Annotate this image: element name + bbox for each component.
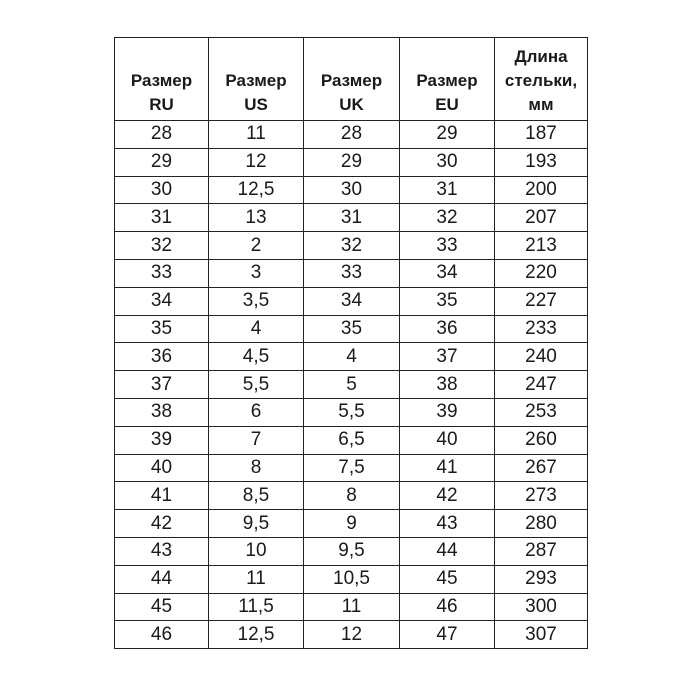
size-chart-table (114, 37, 588, 649)
cell-size-uk: 8 (304, 482, 400, 510)
table-row (115, 454, 588, 482)
cell-insole-length: 267 (495, 454, 588, 482)
cell-size-us: 6 (209, 398, 304, 426)
header-label-line: мм (528, 95, 554, 114)
cell-size-us: 3,5 (209, 287, 304, 315)
cell-size-uk: 4 (304, 343, 400, 371)
cell-insole-length: 260 (495, 426, 588, 454)
header-size-uk (304, 38, 400, 121)
cell-insole-length: 193 (495, 148, 588, 176)
cell-size-eu: 38 (400, 371, 495, 399)
header-label-line: US (244, 95, 268, 114)
cell-size-ru: 29 (115, 148, 209, 176)
header-label-line: Размер (225, 71, 287, 90)
cell-size-us: 12 (209, 148, 304, 176)
cell-size-eu: 31 (400, 176, 495, 204)
cell-size-eu: 29 (400, 121, 495, 149)
table-header (115, 38, 588, 121)
cell-size-us: 5,5 (209, 371, 304, 399)
header-row (115, 38, 588, 121)
cell-size-ru: 33 (115, 259, 209, 287)
cell-size-uk: 7,5 (304, 454, 400, 482)
cell-insole-length: 253 (495, 398, 588, 426)
table-row (115, 287, 588, 315)
cell-size-ru: 35 (115, 315, 209, 343)
cell-size-ru: 38 (115, 398, 209, 426)
cell-insole-length: 247 (495, 371, 588, 399)
cell-size-uk: 10,5 (304, 565, 400, 593)
table-row (115, 315, 588, 343)
cell-size-us: 2 (209, 232, 304, 260)
cell-size-ru: 37 (115, 371, 209, 399)
cell-size-ru: 42 (115, 510, 209, 538)
cell-size-uk: 5,5 (304, 398, 400, 426)
cell-size-eu: 41 (400, 454, 495, 482)
table-row (115, 121, 588, 149)
header-size-eu (400, 38, 495, 121)
table-row (115, 593, 588, 621)
cell-size-ru: 39 (115, 426, 209, 454)
cell-insole-length: 293 (495, 565, 588, 593)
cell-size-us: 9,5 (209, 510, 304, 538)
cell-size-us: 11,5 (209, 593, 304, 621)
cell-size-us: 10 (209, 537, 304, 565)
cell-insole-length: 300 (495, 593, 588, 621)
cell-size-eu: 44 (400, 537, 495, 565)
cell-size-uk: 12 (304, 621, 400, 649)
cell-insole-length: 233 (495, 315, 588, 343)
cell-size-uk: 33 (304, 259, 400, 287)
cell-size-eu: 33 (400, 232, 495, 260)
cell-size-ru: 28 (115, 121, 209, 149)
header-label-line: Размер (130, 71, 193, 90)
cell-size-us: 7 (209, 426, 304, 454)
table-row (115, 343, 588, 371)
cell-size-uk: 31 (304, 204, 400, 232)
cell-size-uk: 9,5 (304, 537, 400, 565)
cell-insole-length: 187 (495, 121, 588, 149)
cell-insole-length: 213 (495, 232, 588, 260)
cell-size-uk: 35 (304, 315, 400, 343)
cell-insole-length: 227 (495, 287, 588, 315)
cell-insole-length: 207 (495, 204, 588, 232)
cell-size-ru: 30 (115, 176, 209, 204)
cell-size-us: 11 (209, 565, 304, 593)
table-row (115, 565, 588, 593)
cell-insole-length: 200 (495, 176, 588, 204)
table-row (115, 259, 588, 287)
cell-size-us: 4,5 (209, 343, 304, 371)
cell-size-ru: 31 (115, 204, 209, 232)
cell-size-uk: 5 (304, 371, 400, 399)
cell-size-us: 12,5 (209, 621, 304, 649)
cell-size-uk: 32 (304, 232, 400, 260)
cell-size-ru: 34 (115, 287, 209, 315)
cell-size-uk: 30 (304, 176, 400, 204)
cell-insole-length: 273 (495, 482, 588, 510)
cell-size-us: 4 (209, 315, 304, 343)
cell-size-ru: 41 (115, 482, 209, 510)
cell-size-ru: 32 (115, 232, 209, 260)
cell-size-ru: 43 (115, 537, 209, 565)
cell-size-eu: 30 (400, 148, 495, 176)
cell-size-us: 11 (209, 121, 304, 149)
cell-size-us: 3 (209, 259, 304, 287)
table-row (115, 398, 588, 426)
cell-size-us: 12,5 (209, 176, 304, 204)
cell-size-ru: 45 (115, 593, 209, 621)
cell-size-eu: 32 (400, 204, 495, 232)
cell-size-uk: 11 (304, 593, 400, 621)
table-row (115, 148, 588, 176)
header-label-line: Размер (416, 71, 478, 90)
header-label-line: Размер (320, 71, 383, 90)
cell-size-eu: 40 (400, 426, 495, 454)
cell-size-us: 8 (209, 454, 304, 482)
cell-size-ru: 40 (115, 454, 209, 482)
cell-size-uk: 9 (304, 510, 400, 538)
header-size-us (209, 38, 304, 121)
cell-size-eu: 45 (400, 565, 495, 593)
table-row (115, 371, 588, 399)
table-row (115, 621, 588, 649)
cell-size-eu: 37 (400, 343, 495, 371)
cell-size-eu: 39 (400, 398, 495, 426)
table-row (115, 482, 588, 510)
table-row (115, 426, 588, 454)
header-label-line: стельки, (504, 71, 578, 90)
cell-size-eu: 46 (400, 593, 495, 621)
cell-size-uk: 29 (304, 148, 400, 176)
cell-size-eu: 42 (400, 482, 495, 510)
table-body (115, 121, 588, 649)
header-size-ru (115, 38, 209, 121)
cell-size-ru: 46 (115, 621, 209, 649)
header-label-line: UK (339, 95, 364, 114)
cell-size-eu: 43 (400, 510, 495, 538)
cell-insole-length: 220 (495, 259, 588, 287)
header-insole-length (495, 38, 588, 121)
table-row (115, 510, 588, 538)
table-row (115, 176, 588, 204)
table-row (115, 537, 588, 565)
cell-size-eu: 34 (400, 259, 495, 287)
table-row (115, 232, 588, 260)
cell-size-ru: 36 (115, 343, 209, 371)
cell-size-eu: 36 (400, 315, 495, 343)
header-label-line: RU (149, 95, 174, 114)
cell-insole-length: 240 (495, 343, 588, 371)
cell-size-uk: 28 (304, 121, 400, 149)
cell-insole-length: 280 (495, 510, 588, 538)
cell-size-uk: 6,5 (304, 426, 400, 454)
cell-size-us: 13 (209, 204, 304, 232)
cell-insole-length: 287 (495, 537, 588, 565)
cell-size-ru: 44 (115, 565, 209, 593)
header-label-line: Длина (514, 47, 568, 66)
table-row (115, 204, 588, 232)
cell-insole-length: 307 (495, 621, 588, 649)
cell-size-eu: 35 (400, 287, 495, 315)
cell-size-uk: 34 (304, 287, 400, 315)
header-label-line: EU (435, 95, 459, 114)
cell-size-us: 8,5 (209, 482, 304, 510)
cell-size-eu: 47 (400, 621, 495, 649)
